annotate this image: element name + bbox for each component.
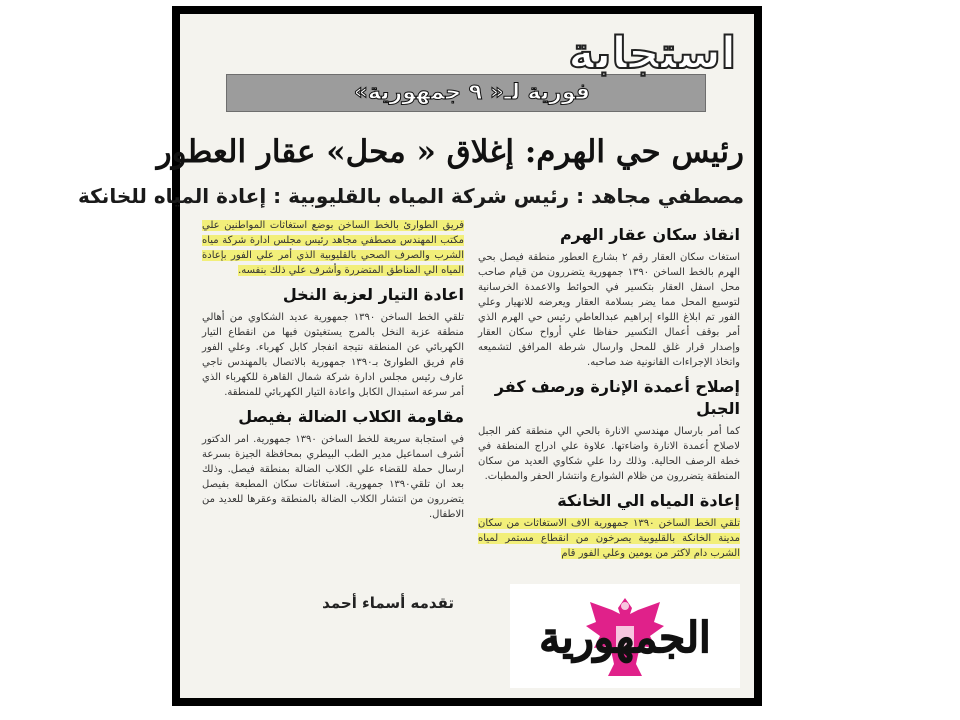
masthead-sub-line: فورية لـ« ٩ جمهورية» [353,80,590,105]
right-column [478,218,740,561]
article-subhead: مصطفي مجاهد : رئيس شركة المياه بالقليوبية : إعادة المياه للخانكة [78,184,744,208]
section-body [478,516,740,561]
section-title: مقاومة الكلاب الضالة بفيصل [238,407,464,426]
masthead [220,26,740,116]
section-body: تلقي الخط الساخن ١٣٩٠ جمهورية عديد الشكاوي من أهالي منطقة عزبة النخل بالمرج يستغيثون فيها من انقطاع التيار الكهربائي عن المنطقة نتيجة انفجار كابل كهرباء. وعلي الفور قام فريق الطوارئ بـ١٣٩٠ جمهورية بالاتصال بالمهندس ناجي عارف رئيس مجلس ادارة شركة شمال القاهرة للكهرباء الذي أمر سرعة استبدال الكابل واعادة التيار الكهربائي للمنطقة. [202,312,464,398]
article-headline: رئيس حي الهرم: إغلاق « محل» عقار العطور [156,134,744,170]
logo-text: الجمهورية [539,613,711,662]
intro-paragraph [202,218,464,278]
newspaper-clipping [78,14,754,698]
byline: تقدمه أسماء أحمد [322,594,454,612]
section-electricity [202,284,464,400]
section-dogs [202,406,464,522]
section-title: إصلاح أعمدة الإنارة ورصف كفر الجبل [494,377,740,418]
section-body: في استجابة سريعة للخط الساخن ١٣٩٠ جمهورية. امر الدكتور أشرف اسماعيل مدير الطب البيطري بمحافظة الجيزة بسرعة ارسال حملة للقضاء علي الكلاب الضالة بمنطقة فيصل. وذلك بعد ان تلقي١٣٩٠ جمهورية. استغاثات سكان المطبعة بفيصل يتضررون من انتشار الكلاب الضالة بالمنطقة وعقرها للعديد من الاطفال. [202,434,464,520]
section-water [478,490,740,561]
highlighted-text: تلقي الخط الساخن ١٣٩٠ جمهورية الاف الاستغاثات من سكان مدينة الخانكة بالقليوبية يصرخون من انقطاع مستمر لمياه الشرب دام لاكثر من يومين وعلي الفور قام [478,518,740,559]
section-harm [478,224,740,370]
section-lighting [478,376,740,484]
section-body: استغاث سكان العقار رقم ٢ بشارع العطور منطقة فيصل بحي الهرم بالخط الساخن ١٣٩٠ جمهورية يتضررون من قيام صاحب محل اسفل العقار بتكسير في الحوائط والاعمدة الخرسانية لتوسيع المحل مما يضر بسلامة العقار ويعرضه للانهيار وعلي الفور تم ابلاغ اللواء إبراهيم عبدالعاطي رئيس حي الهرم الذي أمر بوقف أعمال التكسير حفاظا علي أرواح سكان العقار وإصدار قرار غلق للمحل وارسال شرطة المرافق لتشميعه واتخاذ الإجراءات القانونية ضد صاحبه. [478,252,740,368]
document-frame [78,6,762,706]
masthead-main-word: استجابة [568,28,736,79]
section-title: إعادة المياه الي الخانكة [557,491,740,510]
section-title: اعادة التيار لعزبة النخل [282,285,464,304]
section-title: انقاذ سكان عقار الهرم [559,225,740,244]
newspaper-logo [510,584,740,688]
left-column [202,218,464,522]
section-body: كما أمر بارسال مهندسي الانارة بالحي الي منطقة كفر الجبل لاصلاح أعمدة الانارة واضاءتها. علاوة علي ادراج المنطقة في خطة الرصف الحالية. وذلك ردا علي شكاوي العديد من سكان المنطقة يتضررون من ظلام الشوارع وانتشار الحفر والمطبات. [478,426,740,482]
highlighted-text: فريق الطوارئ بالخط الساخن بوضع استغاثات المواطنين علي مكتب المهندس مصطفي مجاهد رئيس مجلس ادارة شركة مياه الشرب والصرف الصحي بالقليوبية الذي أمر علي الفور بإعادة المياه الي المناطق المتضررة وأشرف علي ذلك بنفسه. [202,220,464,276]
